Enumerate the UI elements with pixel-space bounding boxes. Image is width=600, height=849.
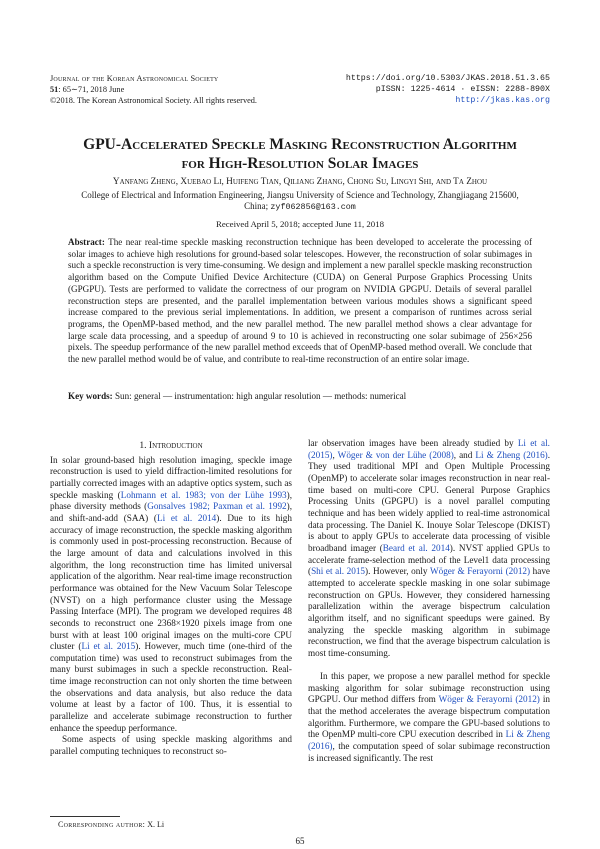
keywords-label: Key words: <box>68 391 113 401</box>
copyright: ©2018. The Korean Astronomical Society. All rights reserved. <box>50 96 258 105</box>
volume-number: 51 <box>50 85 59 94</box>
citation-link[interactable]: Li et al. 2014 <box>156 512 217 523</box>
text-span: In solar ground-based high resolution imaging, speckle image reconstruction is used to yield diffraction-limited resolutions for partially corrected images with an adaptive optics system, such as speckle masking ( <box>50 454 292 500</box>
right-column <box>308 438 550 764</box>
doi-link[interactable]: https://doi.org/10.5303/JKAS.2018.51.3.65 <box>345 74 550 83</box>
text-span: lar observation images have been already studied by <box>308 438 518 448</box>
intro-paragraph-3 <box>308 671 550 764</box>
paper-title <box>0 135 600 173</box>
citation-link[interactable]: Li et al. (2015) <box>308 438 550 460</box>
intro-paragraph-2-cont <box>308 438 550 659</box>
intro-paragraph-2: Some aspects of using speckle masking algorithms and parallel computing techniques to reconstruct so- <box>50 734 292 757</box>
pages-date: : 65∼71, 2018 June <box>58 85 125 94</box>
volume-line <box>50 84 350 95</box>
citation-link[interactable]: Gonsalves 1982 <box>147 501 208 512</box>
text-span: ; <box>203 489 211 500</box>
section-heading: 1. Introduction <box>139 440 203 451</box>
keywords <box>68 391 532 401</box>
text-span: ), and shift-and-add (SAA) ( <box>50 501 292 523</box>
journal-url-link[interactable]: http://jkas.kas.org <box>455 96 550 105</box>
citation-link[interactable]: Li & Zheng (2016) <box>308 729 550 752</box>
text-span: ). Due to its high accuracy of image reconstruction, the speckle masking algorithm is commonly used in post-processing reconstruction. Because of the large amount of data and calculations involved in this algorithm, the long reconstruction time has limited universal application of the algorithm. Near real-time image reconstruction performance was obtained for the New Vacuum Solar Telescope (NVST) on a high performance cluster using the Message Passing Interface (MPI). The program we developed requires 48 seconds to reconstruct one 2368×1920 pixels image from one burst with at least 100 original images on the multi-core CPU cluster ( <box>50 512 292 652</box>
journal-name: Journal of the Korean Astronomical Society <box>50 74 219 83</box>
text-span: In this paper, we propose a new parallel method for speckle masking algorithm for solar subimage reconstruction using GPGPU. Our method differs from <box>308 671 550 705</box>
abstract-text: The near real-time speckle masking reconstruction technique has been developed to accelerate the processing of solar images to achieve high resolutions for ground-based solar telescopes. However, the reconstruction of solar subimages in such a speckle reconstruction is very time-consuming. We design and implement a new parallel speckle masking reconstruction algorithm based on the Compute Unified Device Architecture (CUDA) on General Purpose Graphics Processing Units (GPGPU). Tests are performed to validate the correctness of our program on NVIDIA GPGPU. Details of several parallel reconstruction steps are presented, and the parallel implementation between various modules shows a significant speed increase compared to the previous serial implementations. In addition, we present a comparison of runtimes across serial programs, the OpenMP-based method, and the new parallel method. The new parallel method shows a clear advantage for large scale data processing, and a speedup of around 9 to 10 is achieved in reconstructing one solar subimage of 256×256 pixels. The speedup performance of the new parallel method exceeds that of OpenMP-based method overall. We conclude that the new parallel method would be of value, and contribute to real-time reconstruction of an entire solar image. <box>68 237 533 365</box>
affiliation <box>55 190 545 213</box>
citation-link[interactable]: Wöger & Ferayorni (2012) <box>438 694 540 705</box>
abstract <box>68 237 532 366</box>
email-link[interactable]: zyf062856@163.com <box>270 202 356 212</box>
footnote-rule <box>50 816 120 817</box>
citation-link[interactable]: Beard et al. 2014 <box>382 542 450 553</box>
author-list: Yanfang Zheng, Xuebao Li, Huifeng Tian, Qiliang Zhang, Chong Su, Lingyi Shi, and Ta Zhou <box>112 177 488 187</box>
footnote <box>58 820 164 829</box>
title-line-1: GPU-Accelerated Speckle Masking Reconstruction Algorithm <box>83 136 517 153</box>
issn: pISSN: 1225-4614 · eISSN: 2288-890X <box>375 85 550 94</box>
citation-link[interactable]: Li & Zheng (2016) <box>475 449 548 460</box>
citation-link[interactable]: Shi et al. 2015 <box>311 566 366 577</box>
page-number: 65 <box>295 836 305 846</box>
text-span: ; <box>207 501 214 512</box>
affiliation-line-1: College of Electrical and Information Engineering, Jiangsu University of Science and Technology, Zhangjiagang 215600, <box>81 190 519 200</box>
text-span: , the computation speed of solar subimage reconstruction is increased significantly. The rest <box>308 741 550 763</box>
text-span: ), phase diversity methods ( <box>50 489 292 512</box>
citation-link[interactable]: von der Lühe 1993 <box>210 489 287 500</box>
citation-link[interactable]: Lohmann et al. 1983 <box>120 489 204 500</box>
received-dates: Received April 5, 2018; accepted June 11, 2018 <box>216 219 384 229</box>
text-span: , and <box>453 449 476 460</box>
journal-header <box>50 73 350 106</box>
text-span: have attempted to accelerate speckle masking in one solar subimage reconstruction on GPUs. However, they considered harnessing parallelization within the average bispectrum calculation algorithm itself, and no significant speedups were gained. By analyzing the speckle masking algorithm in subimage reconstruction, we find that the average bispectrum calculation is most time-consuming. <box>308 566 550 658</box>
paragraph-gap <box>308 659 550 671</box>
citation-link[interactable]: Wöger & Ferayorni (2012) <box>429 566 531 577</box>
affiliation-country: China; <box>244 201 271 211</box>
title-line-2: for High-Resolution Solar Images <box>181 155 419 172</box>
text-span: in that the method accelerates the average bispectrum computation algorithm. Furthermore, we compare the GPU-based solutions to the OpenMP multi-core CPU execution described in <box>308 694 550 740</box>
citation-link[interactable]: Li et al. 2015 <box>81 641 136 652</box>
intro-paragraph-1 <box>50 455 292 735</box>
text-span: , <box>332 449 338 460</box>
affiliation-line-2 <box>55 201 545 213</box>
text-span: . They used traditional MPI and Open Multiple Processing (OpenMP) to accelerate solar images reconstruction in near real-time based on multi-core CPU. General Purpose Graphics Processing Units (GPGPU) is a novel parallel computing technique and has been widely applied to real-time astronomical data processing. The Daniel K. Inouye Solar Telescope (DKIST) is about to apply GPUs to accelerate data processing of visible broadband imager ( <box>308 449 551 553</box>
abstract-label: Abstract: <box>68 237 105 247</box>
citation-link[interactable]: Wöger & von der Lühe (2008) <box>337 449 454 460</box>
text-span: ). However, much time (one-third of the computation time) was used to reconstruct subimages from the many burst subimages in such a speckle reconstruction. Real-time image reconstruction can not only shorten the time between the observations and data analysis, but also reduce the data volume at least by a factor of 100. Thus, it is essential to parallelize and accelerate subimage reconstruction to further enhance the speedup performance. <box>50 641 292 733</box>
left-column <box>50 440 292 758</box>
citation-link[interactable]: Paxman et al. 1992 <box>213 501 287 512</box>
keywords-text: Sun: general — instrumentation: high angular resolution — methods: numerical <box>115 391 407 401</box>
text-span: ). NVST applied GPUs to accelerate frame-selection method of the Level1 data processing ( <box>308 542 550 577</box>
doi-header <box>346 73 550 106</box>
footnote-label: Corresponding author: <box>58 820 146 829</box>
text-span: ). However, only <box>365 566 430 577</box>
footnote-name: X. Li <box>145 820 165 829</box>
